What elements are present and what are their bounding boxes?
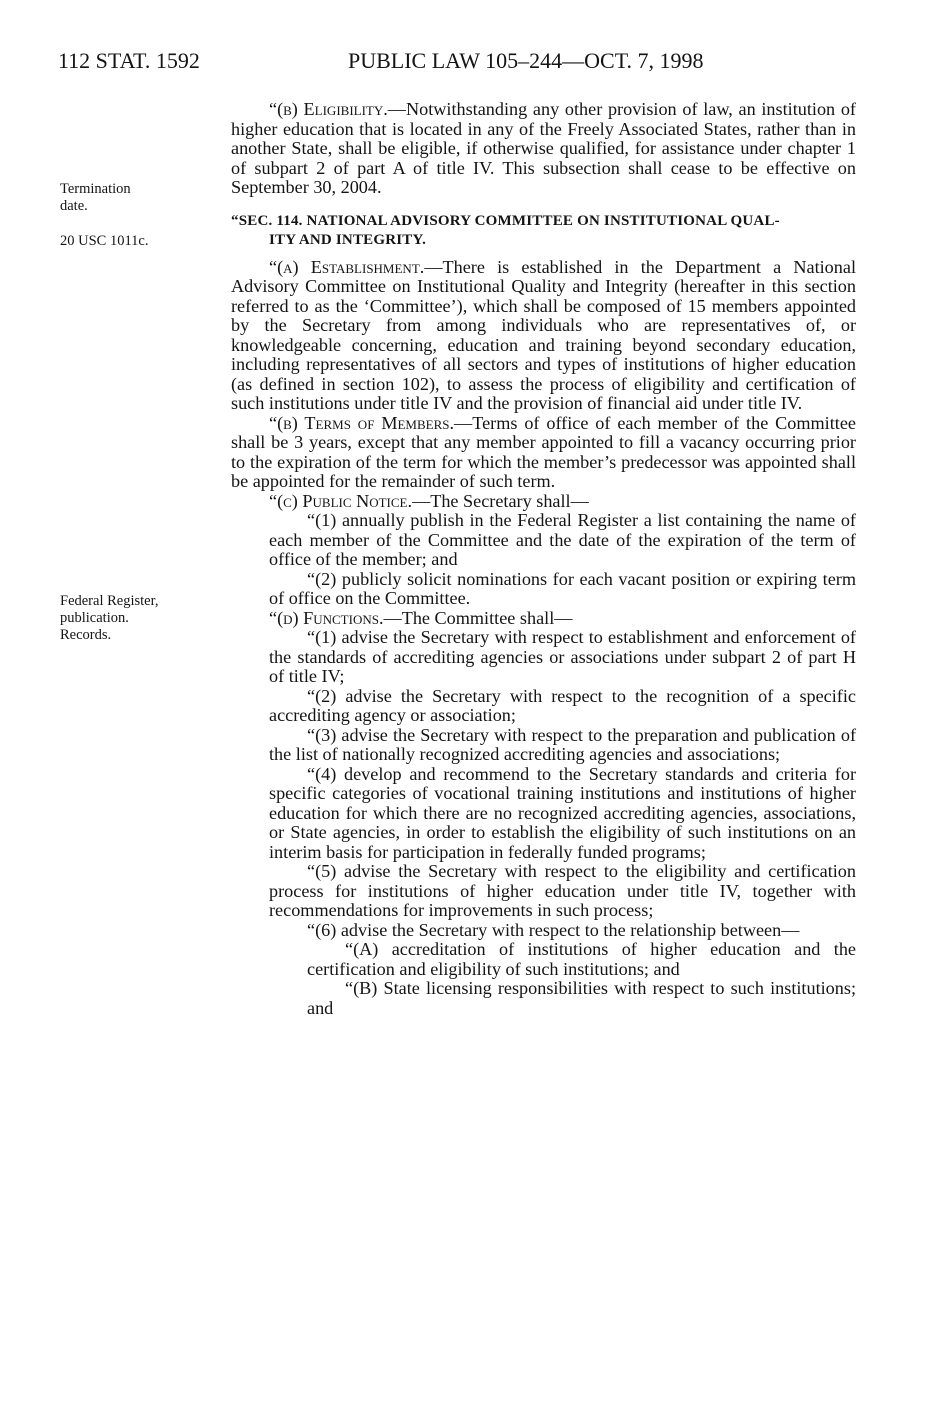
margin-note-termination: Termination date.: [60, 181, 131, 214]
paragraph-d3: “(3) advise the Secretary with respect to the preparation and publication of the list of nationally recognized accrediting agencies and associations;: [269, 724, 856, 764]
paragraph-d6: “(6) advise the Secretary with respect to the relationship between—: [307, 919, 800, 940]
paragraph-b-terms: “(b) Terms of Members.—Terms of office of each member of the Committee shall be 3 years, except that any member appointed to fill a vacancy occurring prior to the expiration of the term for which the member’s predecessor was appointed shall be appointed for the remainder of such term.: [231, 412, 856, 491]
margin-note-federal-register: Federal Register, publication. Records.: [60, 593, 159, 643]
paragraph-d5: “(5) advise the Secretary with respect to the eligibility and certification process for institutions of higher education under title IV, together with recommendations for improvements in such process;: [269, 861, 856, 920]
body-text: [231, 100, 856, 1018]
paragraph-d6b: “(B) State licensing responsibilities with respect to such institutions; and: [307, 978, 856, 1018]
paragraph-d4: “(4) develop and recommend to the Secretary standards and criteria for specific categories of vocational training institutions and institutions of higher education for which there are no recognized accrediting agencies, associations, or State agencies, in order to establish the eligibility of such institutions on an interim basis for participation in federally funded programs;: [269, 763, 856, 862]
paragraph-d6a: “(A) accreditation of institutions of higher education and the certification and eligibility of such institutions; and: [307, 939, 856, 979]
statute-citation: 112 STAT. 1592: [58, 48, 200, 73]
section-heading: “SEC. 114. NATIONAL ADVISORY COMMITTEE ON INSTITUTIONAL QUAL- ITY AND INTEGRITY.: [231, 212, 780, 248]
paragraph-a-establishment: “(a) Establishment.—There is established in the Department a National Advisory Committee on Institutional Quality and Integrity (hereafter in this section referred to as the ‘Committee’), which shall be composed of 15 members appointed by the Secretary from among individuals who are representatives of, or knowledgeable concerning, education and training beyond secondary education, including representatives of all sectors and types of institutions of higher education (as defined in section 102), to assess the process of eligibility and certification of such institutions under title IV and the provision of financial aid under title IV.: [231, 256, 856, 413]
paragraph-b-eligibility: “(b) Eligibility.—Notwithstanding any other provision of law, an institution of higher education that is located in any of the Freely Associated States, rather than in another State, shall be eligible, if otherwise qualified, for assistance under chapter 1 of subpart 2 of part A of title IV. This subsection shall cease to be effective on September 30, 2004.: [231, 99, 856, 197]
paragraph-c-public-notice: “(c) Public Notice.—The Secretary shall—: [269, 490, 589, 511]
page-header: [58, 48, 886, 78]
paragraph-d-functions: “(d) Functions.—The Committee shall—: [269, 607, 573, 628]
paragraph-c1: “(1) annually publish in the Federal Register a list containing the name of each member of the Committee and the date of the expiration of the term of office of the member; and: [269, 510, 856, 569]
paragraph-d1: “(1) advise the Secretary with respect to establishment and enforcement of the standards of accrediting agencies or associations under subpart 2 of part H of title IV;: [269, 627, 856, 686]
margin-note-usc: 20 USC 1011c.: [60, 233, 149, 249]
public-law-title: PUBLIC LAW 105–244—OCT. 7, 1998: [348, 48, 704, 73]
paragraph-c2: “(2) publicly solicit nominations for each vacant position or expiring term of office on the Committee.: [269, 568, 856, 608]
paragraph-d2: “(2) advise the Secretary with respect to the recognition of a specific accrediting agency or association;: [269, 685, 856, 725]
